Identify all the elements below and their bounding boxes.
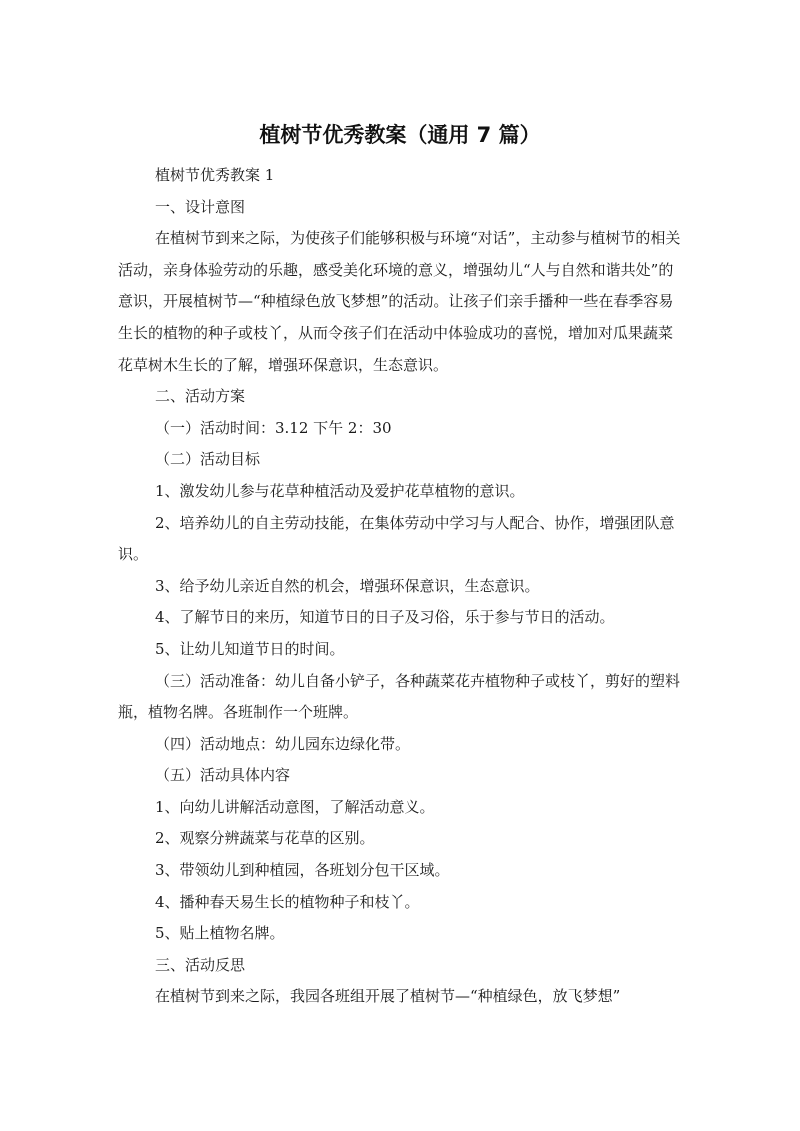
goal-item: 2、培养幼儿的自主劳动技能，在集体劳动中学习与人配合、协作，增强团队意识。	[118, 513, 675, 564]
content-item: 1、向幼儿讲解活动意图，了解活动意义。	[155, 797, 435, 816]
content-item: 2、观察分辨蔬菜与花草的区别。	[155, 829, 375, 848]
content-item: 3、带领幼儿到种植园，各班划分包干区域。	[155, 861, 450, 880]
document-body	[118, 160, 683, 1013]
paragraph-reflection: 在植树节到来之际，我园各班组开展了植树节—“种植绿色，放飞梦想”	[155, 987, 621, 1006]
activity-preparation: （三）活动准备：幼儿自备小铲子，各种蔬菜花卉植物种子或枝丫，剪好的塑料瓶，植物名牌。各班制作一个班牌。	[118, 671, 681, 722]
paragraph-design-intent: 在植树节到来之际，为使孩子们能够积极与环境“对话”，主动参与植树节的相关活动，亲身体验劳动的乐趣，感受美化环境的意义，增强幼儿“人与自然和谐共处”的意识，开展植树节—“种植绿色放飞梦想”的活动。让孩子们亲手播种一些在春季容易生长的植物的种子或枝丫，从而令孩子们在活动中体验成功的喜悦，增加对瓜果蔬菜花草树木生长的了解，增强环保意识，生态意识。	[118, 229, 681, 374]
subheading-activity-content: （五）活动具体内容	[155, 766, 291, 785]
activity-location: （四）活动地点：幼儿园东边绿化带。	[155, 734, 411, 753]
section-heading-activity-plan: 二、活动方案	[155, 387, 246, 406]
section-heading-design-intent: 一、设计意图	[155, 197, 246, 216]
lesson-heading: 植树节优秀教案 1	[155, 166, 275, 184]
section-heading-reflection: 三、活动反思	[155, 955, 246, 974]
activity-time: （一）活动时间：3.12 下午 2：30	[155, 418, 392, 437]
goal-item: 1、激发幼儿参与花草种植活动及爱护花草植物的意识。	[155, 481, 525, 500]
goal-item: 5、让幼儿知道节日的时间。	[155, 639, 345, 658]
goal-item: 4、了解节日的来历，知道节日的日子及习俗，乐于参与节日的活动。	[155, 608, 615, 627]
goal-item: 3、给予幼儿亲近自然的机会，增强环保意识，生态意识。	[155, 576, 540, 595]
document-title: 植树节优秀教案（通用 7 篇）	[259, 123, 541, 147]
subheading-activity-goals: （二）活动目标	[155, 450, 261, 469]
content-item: 5、贴上植物名牌。	[155, 924, 285, 943]
content-item: 4、播种春天易生长的植物种子和枝丫。	[155, 892, 420, 911]
